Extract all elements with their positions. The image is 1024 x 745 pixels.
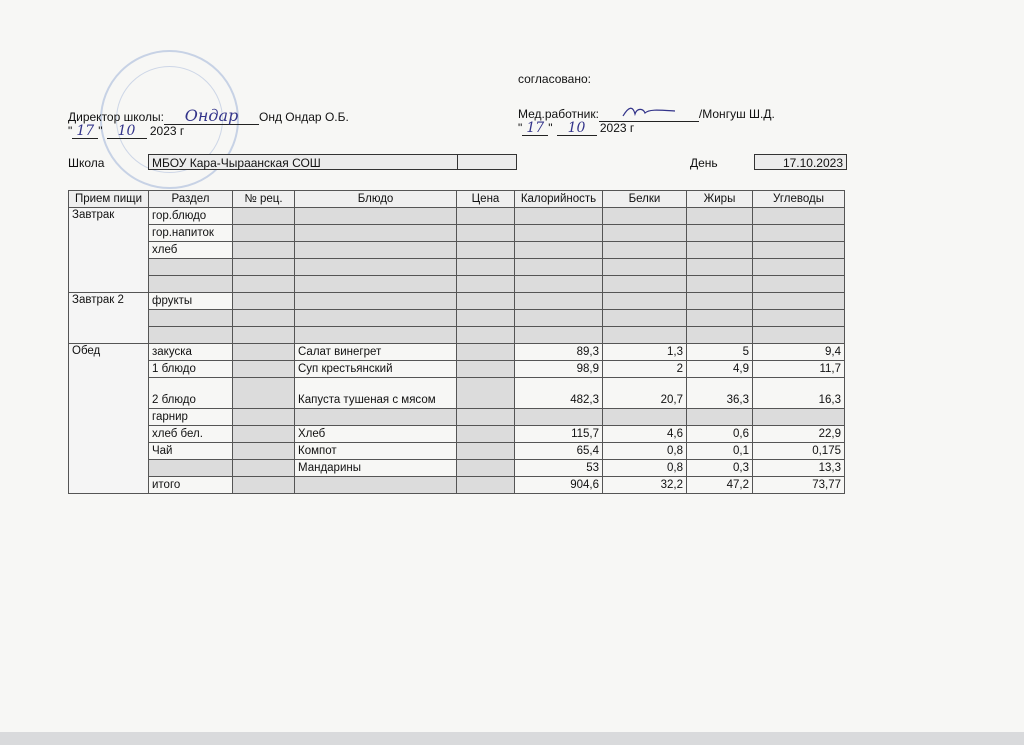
section-cell: фрукты	[149, 293, 233, 310]
kcal-cell: 115,7	[515, 426, 603, 443]
fat-cell: 5	[687, 344, 753, 361]
director-date: " 17 " 10 2023 г	[68, 123, 185, 139]
protein-cell: 2	[603, 361, 687, 378]
protein-cell: 20,7	[603, 378, 687, 409]
table-row	[69, 344, 845, 361]
day-value: 17.10.2023	[754, 154, 847, 170]
medic-name: /Монгуш Ш.Д.	[698, 107, 775, 121]
medic-label: Мед.работник:	[518, 107, 599, 121]
table-row	[69, 378, 845, 409]
school-name: МБОУ Кара-Чыраанская СОШ	[148, 154, 458, 170]
col-header: Цена	[457, 191, 515, 208]
carbs-cell: 11,7	[753, 361, 845, 378]
dish-cell: Суп крестьянский	[295, 361, 457, 378]
table-header-row	[69, 191, 845, 208]
col-header: Углеводы	[753, 191, 845, 208]
protein-cell: 0,8	[603, 460, 687, 477]
kcal-cell: 98,9	[515, 361, 603, 378]
kcal-cell: 65,4	[515, 443, 603, 460]
carbs-cell: 0,175	[753, 443, 845, 460]
medic-signature-line	[599, 104, 699, 122]
director-date-day: 17	[76, 123, 95, 139]
carbs-cell: 13,3	[753, 460, 845, 477]
table-row	[69, 426, 845, 443]
protein-cell: 1,3	[603, 344, 687, 361]
meal-name: Обед	[69, 344, 149, 494]
dish-cell: Салат винегрет	[295, 344, 457, 361]
school-label: Школа	[68, 156, 105, 170]
section-cell: хлеб бел.	[149, 426, 233, 443]
table-row	[69, 276, 845, 293]
fat-cell: 36,3	[687, 378, 753, 409]
medic-signature	[619, 104, 679, 118]
menu-table	[68, 190, 845, 494]
kcal-cell: 89,3	[515, 344, 603, 361]
medic-date: " 17 " 10 2023 г	[518, 120, 635, 136]
fat-cell: 0,6	[687, 426, 753, 443]
table-row	[69, 242, 845, 259]
col-header: Белки	[603, 191, 687, 208]
table-row	[69, 477, 845, 494]
section-cell: гор.напиток	[149, 225, 233, 242]
fat-cell: 47,2	[687, 477, 753, 494]
dish-cell: Хлеб	[295, 426, 457, 443]
director-line	[68, 106, 349, 125]
director-name: Онд Ондар О.Б.	[259, 110, 349, 124]
fat-cell: 0,3	[687, 460, 753, 477]
carbs-cell: 9,4	[753, 344, 845, 361]
col-header: Раздел	[149, 191, 233, 208]
table-row	[69, 310, 845, 327]
kcal-cell: 53	[515, 460, 603, 477]
fat-cell: 4,9	[687, 361, 753, 378]
director-date-year: 2023 г	[149, 124, 185, 138]
director-date-month: 10	[117, 123, 136, 139]
protein-cell: 4,6	[603, 426, 687, 443]
table-row	[69, 361, 845, 378]
col-header: Блюдо	[295, 191, 457, 208]
section-cell: 1 блюдо	[149, 361, 233, 378]
dish-cell: Мандарины	[295, 460, 457, 477]
col-header: Калорийность	[515, 191, 603, 208]
col-header: Жиры	[687, 191, 753, 208]
meal-name: Завтрак	[69, 208, 149, 293]
table-row	[69, 460, 845, 477]
section-cell: закуска	[149, 344, 233, 361]
carbs-cell: 22,9	[753, 426, 845, 443]
director-label: Директор школы:	[68, 110, 164, 124]
kcal-cell: 904,6	[515, 477, 603, 494]
section-cell: Чай	[149, 443, 233, 460]
table-row	[69, 259, 845, 276]
protein-cell: 0,8	[603, 443, 687, 460]
carbs-cell: 73,77	[753, 477, 845, 494]
director-signature-line	[164, 106, 259, 125]
section-cell: 2 блюдо	[149, 378, 233, 409]
carbs-cell: 16,3	[753, 378, 845, 409]
section-cell: итого	[149, 477, 233, 494]
medic-date-month: 10	[567, 120, 586, 136]
day-label: День	[690, 156, 718, 170]
table-row	[69, 409, 845, 426]
dish-cell: Компот	[295, 443, 457, 460]
section-cell: хлеб	[149, 242, 233, 259]
school-extra-cell	[457, 154, 517, 170]
section-cell: гарнир	[149, 409, 233, 426]
approved-label: согласовано:	[518, 72, 591, 86]
dish-cell: Капуста тушеная с мясом	[295, 378, 457, 409]
table-row	[69, 208, 845, 225]
table-row	[69, 327, 845, 344]
scanner-edge	[0, 732, 1024, 745]
table-row	[69, 443, 845, 460]
protein-cell: 32,2	[603, 477, 687, 494]
meal-name: Завтрак 2	[69, 293, 149, 344]
kcal-cell: 482,3	[515, 378, 603, 409]
table-row	[69, 293, 845, 310]
col-header: Прием пищи	[69, 191, 149, 208]
table-row	[69, 225, 845, 242]
medic-line	[518, 104, 775, 122]
section-cell: гор.блюдо	[149, 208, 233, 225]
medic-date-day: 17	[526, 120, 545, 136]
col-header: № рец.	[233, 191, 295, 208]
fat-cell: 0,1	[687, 443, 753, 460]
medic-date-year: 2023 г	[599, 121, 635, 135]
director-signature: Ондар	[184, 106, 239, 125]
